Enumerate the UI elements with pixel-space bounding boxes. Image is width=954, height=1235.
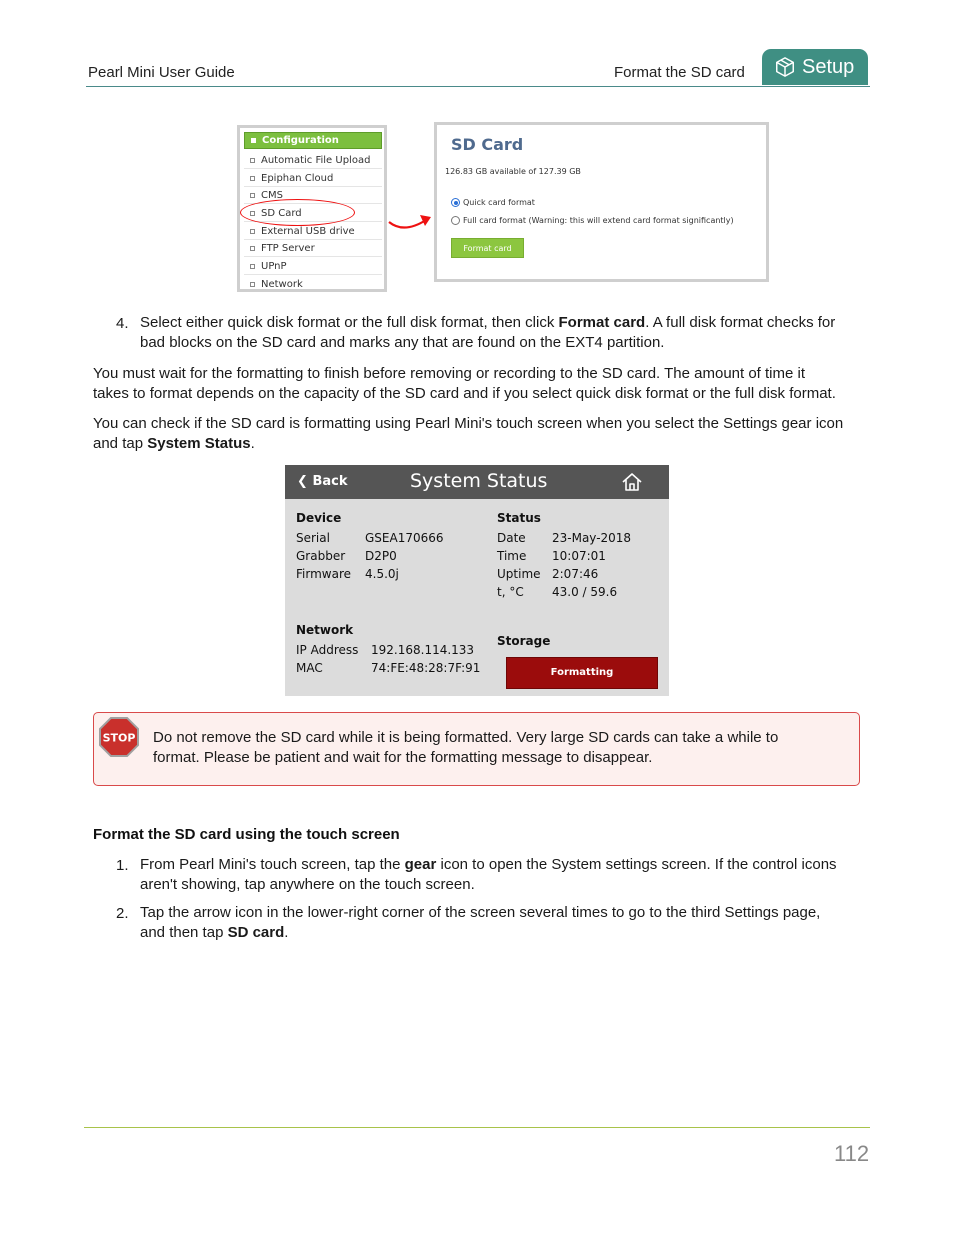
quick-format-label: Quick card format bbox=[463, 198, 535, 207]
temperature-value: 43.0 / 59.6 bbox=[552, 585, 618, 599]
red-arrow-icon bbox=[386, 208, 438, 234]
step4-text: Select either quick disk format or the full disk format, then click Format card. A full disk format checks for bad blocks on the SD card and marks any that are found on the EXT4 partition. bbox=[140, 314, 836, 351]
firmware-value: 4.5.0j bbox=[365, 567, 399, 581]
network-heading: Network bbox=[296, 623, 354, 637]
storage-heading: Storage bbox=[497, 634, 551, 648]
back-button[interactable]: ❮ Back bbox=[297, 474, 348, 489]
quick-format-radio[interactable] bbox=[451, 198, 460, 207]
formatting-indicator: Formatting bbox=[506, 657, 658, 689]
page-number: 112 bbox=[834, 1141, 870, 1166]
uptime-value: 2:07:46 bbox=[552, 567, 599, 581]
configuration-heading: Configuration bbox=[244, 132, 382, 149]
touch-step2-text: Tap the arrow icon in the lower-right corner of the screen several times to go to the third Settings page, and then tap SD card. bbox=[140, 904, 821, 941]
touch-screen-heading: Format the SD card using the touch screen bbox=[93, 826, 400, 843]
home-icon[interactable] bbox=[621, 471, 643, 493]
menu-item-external-usb[interactable]: External USB drive bbox=[244, 223, 382, 240]
quick-format-option[interactable] bbox=[451, 198, 535, 207]
menu-item-epiphan-cloud[interactable]: Epiphan Cloud bbox=[244, 170, 382, 187]
highlight-oval bbox=[240, 199, 355, 226]
time-value: 10:07:01 bbox=[552, 549, 606, 563]
header-divider bbox=[86, 86, 870, 87]
time-label: Time bbox=[497, 549, 527, 563]
warning-text: Do not remove the SD card while it is being formatted. Very large SD cards can take a while to format. Please be patient and wait for the formatting message to disappear. bbox=[153, 729, 779, 766]
mac-value: 74:FE:48:28:7F:91 bbox=[371, 661, 481, 675]
format-wait-paragraph: You must wait for the formatting to finish before removing or recording to the SD card. The amount of time it takes to format depends on the capacity of the SD card and if you select quick disk format or the full disk format. bbox=[93, 365, 836, 402]
sd-available-text: 126.83 GB available of 127.39 GB bbox=[445, 167, 581, 176]
serial-label: Serial bbox=[296, 531, 330, 545]
format-card-button[interactable]: Format card bbox=[451, 238, 524, 258]
ip-address-value: 192.168.114.133 bbox=[371, 643, 475, 657]
guide-title: Pearl Mini User Guide bbox=[88, 64, 235, 81]
menu-item-upnp[interactable]: UPnP bbox=[244, 258, 382, 275]
menu-item-ftp-server[interactable]: FTP Server bbox=[244, 240, 382, 257]
system-status-title: System Status bbox=[410, 470, 548, 492]
full-format-radio[interactable] bbox=[451, 216, 460, 225]
menu-item-cms[interactable]: CMS bbox=[244, 187, 382, 204]
uptime-label: Uptime bbox=[497, 567, 541, 581]
status-heading: Status bbox=[497, 511, 541, 525]
step-number: 2. bbox=[116, 905, 129, 922]
full-format-label: Full card format (Warning: this will extend card format significantly) bbox=[463, 216, 734, 225]
sd-card-title: SD Card bbox=[451, 135, 524, 154]
setup-tab[interactable] bbox=[762, 49, 868, 85]
touch-step1-text: From Pearl Mini's touch screen, tap the gear icon to open the System settings screen. If the control icons aren't showing, tap anywhere on the touch screen. bbox=[140, 856, 837, 893]
grabber-label: Grabber bbox=[296, 549, 346, 563]
mac-label: MAC bbox=[296, 661, 323, 675]
grabber-value: D2P0 bbox=[365, 549, 397, 563]
step-number: 4. bbox=[116, 315, 129, 332]
step-number: 1. bbox=[116, 857, 129, 874]
date-label: Date bbox=[497, 531, 526, 545]
box-icon bbox=[774, 56, 796, 78]
system-status-titlebar bbox=[285, 465, 669, 499]
menu-item-sd-card[interactable]: SD Card bbox=[244, 205, 382, 222]
date-value: 23-May-2018 bbox=[552, 531, 632, 545]
status-check-paragraph: You can check if the SD card is formatting using Pearl Mini's touch screen when you select the Settings gear icon and tap System Status. bbox=[93, 415, 844, 452]
ip-address-label: IP Address bbox=[296, 643, 359, 657]
stop-sign-text: STOP bbox=[102, 731, 136, 745]
full-format-option[interactable] bbox=[451, 216, 734, 225]
sd-card-panel bbox=[434, 122, 769, 282]
stop-sign-icon bbox=[98, 716, 140, 758]
temperature-label: t, °C bbox=[497, 585, 524, 599]
menu-item-network[interactable]: Network bbox=[244, 276, 382, 293]
setup-tab-label: Setup bbox=[802, 55, 855, 78]
footer-divider bbox=[84, 1127, 870, 1128]
device-heading: Device bbox=[296, 511, 342, 525]
section-title: Format the SD card bbox=[614, 64, 745, 81]
chevron-left-icon: ❮ bbox=[297, 474, 308, 489]
serial-value: GSEA170666 bbox=[365, 531, 444, 545]
menu-item-automatic-file-upload[interactable]: Automatic File Upload bbox=[244, 152, 382, 169]
firmware-label: Firmware bbox=[296, 567, 351, 581]
system-status-screen bbox=[285, 465, 669, 696]
